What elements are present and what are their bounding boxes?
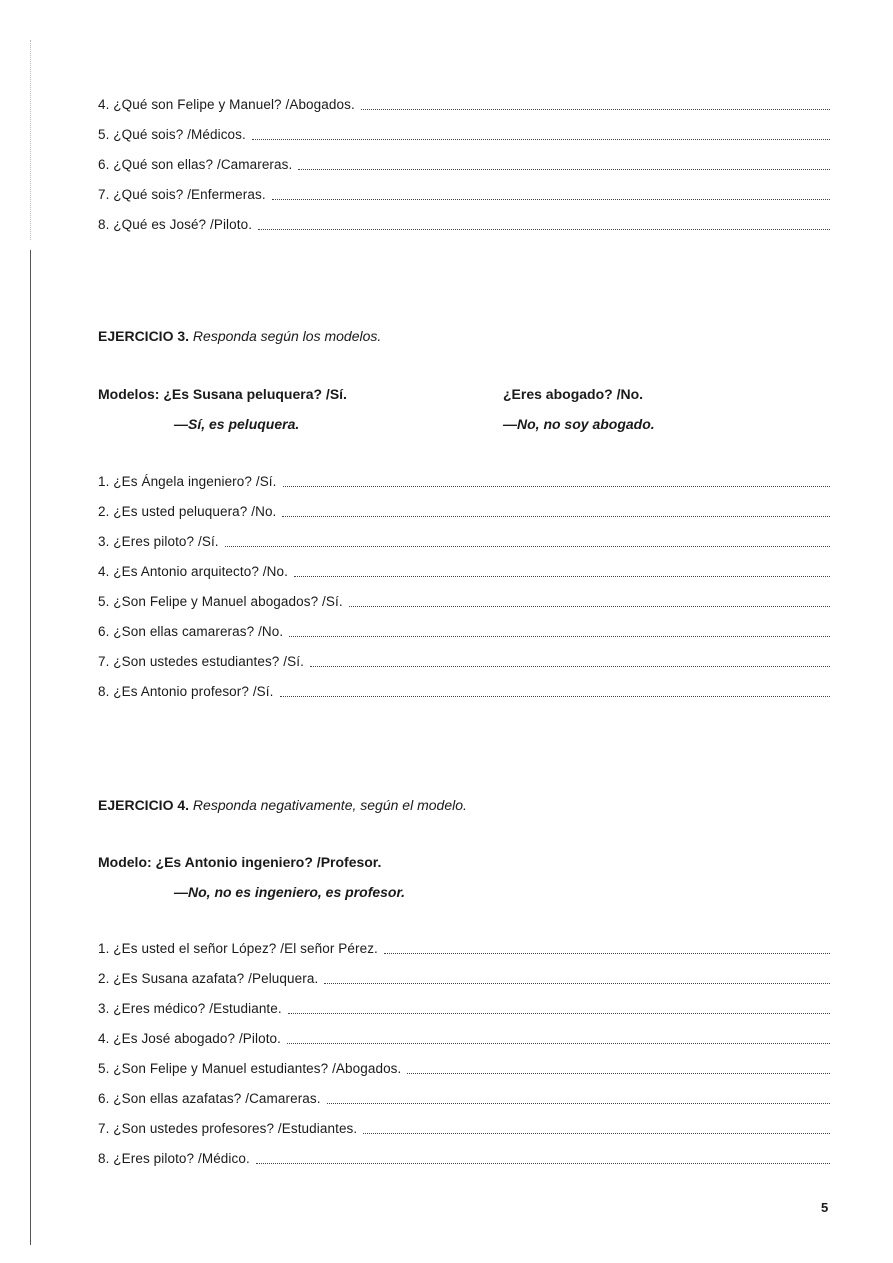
page-number: 5 <box>821 1200 829 1215</box>
exercise4-models <box>98 852 830 902</box>
exercise3-title <box>98 326 381 346</box>
answer-line[interactable] <box>280 695 831 697</box>
answer-line[interactable] <box>363 1132 830 1134</box>
exercise3-item-3: 3. ¿Eres piloto? /Sí. <box>98 527 830 557</box>
exercise2-item-5: 5. ¿Qué sois? /Médicos. <box>98 120 830 150</box>
answer-line[interactable] <box>384 952 830 954</box>
exercise2-item-8: 8. ¿Qué es José? /Piloto. <box>98 210 830 240</box>
exercise4-title <box>98 795 467 815</box>
answer-line[interactable] <box>327 1102 830 1104</box>
model-left-question: Modelos: ¿Es Susana peluquera? /Sí. <box>98 386 347 402</box>
exercise4-list <box>98 934 830 1174</box>
answer-line[interactable] <box>349 605 830 607</box>
exercise2-item-4: 4. ¿Qué son Felipe y Manuel? /Abogados. <box>98 90 830 120</box>
binding-dots <box>30 40 32 240</box>
answer-line[interactable] <box>294 575 830 577</box>
model-left-answer: —Sí, es peluquera. <box>174 416 300 432</box>
answer-line[interactable] <box>324 982 830 984</box>
exercise2-list <box>98 90 830 240</box>
exercise3-item-6: 6. ¿Son ellas camareras? /No. <box>98 617 830 647</box>
exercise4-item-1: 1. ¿Es usted el señor López? /El señor Pérez. <box>98 934 830 964</box>
model-question: Modelo: ¿Es Antonio ingeniero? /Profesor. <box>98 854 382 870</box>
answer-line[interactable] <box>289 635 830 637</box>
exercise4-item-5: 5. ¿Son Felipe y Manuel estudiantes? /Abogados. <box>98 1054 830 1084</box>
exercise2-item-7: 7. ¿Qué sois? /Enfermeras. <box>98 180 830 210</box>
exercise3-item-8: 8. ¿Es Antonio profesor? /Sí. <box>98 677 830 707</box>
model-right-question: ¿Eres abogado? /No. <box>503 386 644 402</box>
exercise4-item-7: 7. ¿Son ustedes profesores? /Estudiantes. <box>98 1114 830 1144</box>
exercise2-item-6: 6. ¿Qué son ellas? /Camareras. <box>98 150 830 180</box>
exercise3-item-4: 4. ¿Es Antonio arquitecto? /No. <box>98 557 830 587</box>
answer-line[interactable] <box>258 228 830 230</box>
exercise4-label: EJERCICIO 4. <box>98 797 190 813</box>
exercise3-item-2: 2. ¿Es usted peluquera? /No. <box>98 497 830 527</box>
model-right-answer: —No, no soy abogado. <box>503 416 655 432</box>
answer-line[interactable] <box>298 168 830 170</box>
exercise3-item-5: 5. ¿Son Felipe y Manuel abogados? /Sí. <box>98 587 830 617</box>
exercise3-models <box>98 384 830 434</box>
exercise3-item-7: 7. ¿Son ustedes estudiantes? /Sí. <box>98 647 830 677</box>
exercise3-label: EJERCICIO 3. <box>98 328 190 344</box>
exercise4-item-8: 8. ¿Eres piloto? /Médico. <box>98 1144 830 1174</box>
model-answer: —No, no es ingeniero, es profesor. <box>174 884 406 900</box>
exercise4-item-6: 6. ¿Son ellas azafatas? /Camareras. <box>98 1084 830 1114</box>
answer-line[interactable] <box>282 515 830 517</box>
exercise4-item-4: 4. ¿Es José abogado? /Piloto. <box>98 1024 830 1054</box>
answer-line[interactable] <box>252 138 830 140</box>
exercise3-list <box>98 467 830 707</box>
answer-line[interactable] <box>407 1072 830 1074</box>
answer-line[interactable] <box>361 108 830 110</box>
answer-line[interactable] <box>225 545 830 547</box>
answer-line[interactable] <box>256 1162 830 1164</box>
answer-line[interactable] <box>288 1012 830 1014</box>
exercise4-instruction: Responda negativamente, según el modelo. <box>192 797 467 813</box>
answer-line[interactable] <box>283 485 830 487</box>
exercise3-instruction: Responda según los modelos. <box>192 328 382 344</box>
answer-line[interactable] <box>272 198 830 200</box>
binding-rule <box>30 250 31 1245</box>
answer-line[interactable] <box>287 1042 830 1044</box>
exercise4-item-3: 3. ¿Eres médico? /Estudiante. <box>98 994 830 1024</box>
exercise4-item-2: 2. ¿Es Susana azafata? /Peluquera. <box>98 964 830 994</box>
exercise3-item-1: 1. ¿Es Ángela ingeniero? /Sí. <box>98 467 830 497</box>
answer-line[interactable] <box>310 665 830 667</box>
